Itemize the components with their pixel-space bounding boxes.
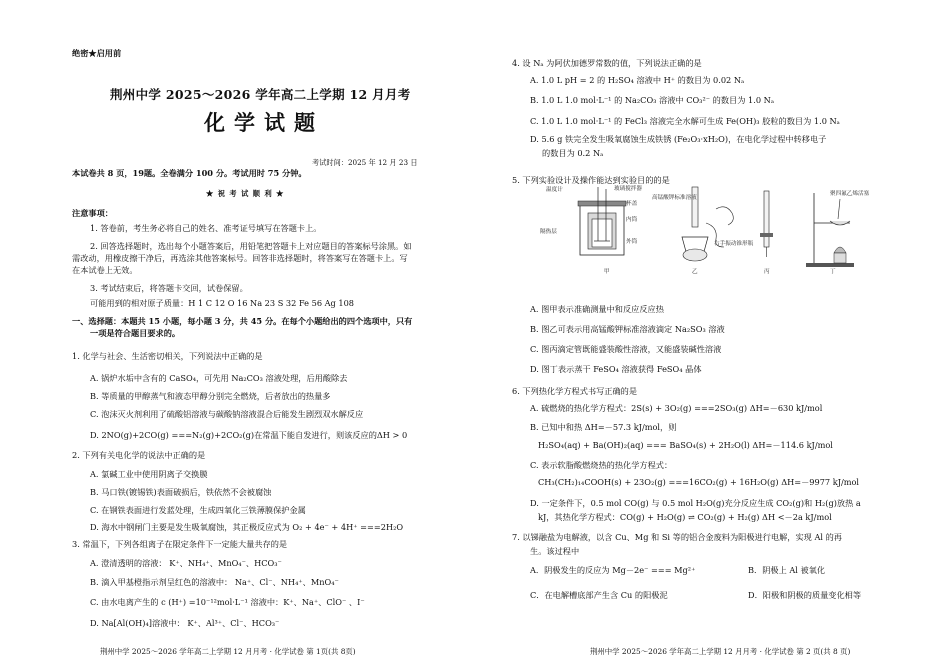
q6-option: B. 已知中和热 ΔH=－57.3 kJ/mol，则 — [530, 422, 677, 432]
note-line: 在本试卷上无效。 — [72, 265, 138, 275]
exam-time: 考试时间：2025 年 12 月 23 日 — [312, 158, 418, 167]
q1-option: A. 锅炉水垢中含有的 CaSO₄，可先用 Na₂CO₃ 溶液处理，后用酸除去 — [90, 373, 348, 383]
q6-option: H₂SO₄(aq) + Ba(OH)₂(aq) === BaSO₄(s) + 2H₂O(l) ΔH=－114.6 kJ/mol — [538, 440, 833, 450]
q4-option: A. 1.0 L pH = 2 的 H₂SO₄ 溶液中 H⁺ 的数目为 0.02 Nₐ — [530, 75, 745, 85]
q4-stem: 4. 设 Nₐ 为阿伏加德罗常数的值，下列说法正确的是 — [512, 58, 702, 68]
q6-option: C. 表示软脂酸燃烧热的热化学方程式： — [530, 460, 673, 470]
q1-option: C. 泡沫灭火剂利用了硫酸铝溶液与碳酸钠溶液混合后能发生剧烈双水解反应 — [90, 409, 364, 419]
q1-option: D. 2NO(g)+2CO(g) ===N₂(g)+2CO₂(g)在常温下能自发进行，则该反应的ΔH > 0 — [90, 430, 408, 440]
q5-option: A. 图甲表示准确测量中和反应反应热 — [530, 304, 664, 314]
secret-label: 绝密★启用前 — [72, 48, 122, 58]
evaporation-diagram — [806, 189, 870, 267]
q3-option: D. Na[Al(OH)₄]溶液中： K⁺、Al³⁺、Cl⁻、HCO₃⁻ — [90, 618, 280, 628]
label-inner: 内筒 — [626, 217, 638, 223]
q3-option: A. 澄清透明的溶液： K⁺、NH₄⁺、MnO₄⁻、HCO₃⁻ — [90, 558, 282, 568]
q7-stem: 7. 以锑融盐为电解液，以含 Cu、Mg 和 Si 等的铝合金废料为阳极进行电解，实现 Al 的再 — [512, 532, 842, 542]
exam-title: 荆州中学 2025～2026 学年高二上学期 12 月月考 — [110, 87, 411, 102]
q6-option: kJ，其热化学方程式：CO(g) + H₂O(g) ⇌ CO₂(g) + H₂(g) ΔH <－2a kJ/mol — [538, 512, 832, 522]
q6-option: A. 硫燃烧的热化学方程式：2S(s) + 3O₂(g) ===2SO₃(g) ΔH=－630 kJ/mol — [530, 403, 823, 413]
q3-stem: 3. 常温下，下列各组离子在限定条件下一定能大量共存的是 — [72, 539, 288, 549]
exam-info: 本试卷共 8 页，19题。全卷满分 100 分。考试用时 75 分钟。 — [72, 168, 307, 178]
q7-option: C．在电解槽底部产生含 Cu 的阳极泥 — [530, 590, 668, 600]
caption-yi: 乙 — [692, 269, 698, 275]
section-title: 一项是符合题目要求的。 — [90, 328, 181, 338]
q1-stem: 1. 化学与社会、生活密切相关，下列说法中正确的是 — [72, 351, 263, 361]
notes-title: 注意事项： — [72, 208, 113, 218]
titration-diagram — [652, 187, 754, 261]
caption-ding: 丁 — [830, 269, 836, 275]
q6-option: D. 一定条件下，0.5 mol CO(g) 与 0.5 mol H₂O(g)充分反应生成 CO₂(g)和 H₂(g)放热 a — [530, 498, 861, 508]
caption-jia: 甲 — [604, 269, 610, 275]
atomic-masses: 可能用到的相对原子质量：H 1 C 12 O 16 Na 23 S 32 Fe 56 Ag 108 — [90, 298, 355, 308]
note-line: 需改动，用橡皮擦干净后，再选涂其他答案标号。回答非选择题时，将答案写在答题卡上。写 — [72, 253, 408, 263]
q7-stem-cont: 生。该过程中 — [530, 546, 580, 556]
good-luck: ★ 祝 考 试 顺 利 ★ — [206, 189, 285, 198]
q3-option: B. 滴入甲基橙指示剂呈红色的溶液中： Na⁺、Cl⁻、NH₄⁺、MnO₄⁻ — [90, 577, 339, 587]
page-footer-1: 荆州中学 2025～2026 学年高二上学期 12 月月考 · 化学试卷 第 1页(共 8页) — [100, 647, 356, 656]
q5-option: D. 图丁表示蒸干 FeSO₄ 溶液获得 FeSO₄ 晶体 — [530, 364, 702, 374]
label-stirrer: 玻璃搅拌器 — [614, 186, 642, 192]
calorimeter-diagram — [540, 184, 642, 255]
note-line: 2. 回答选择题时，选出每个小题答案后，用铅笔把答题卡上对应题目的答案标号涂黑。如 — [90, 241, 412, 251]
note-line: 1. 答卷前，考生务必将自己的姓名、准考证号填写在答题卡上。 — [90, 223, 322, 233]
label-outer: 外筒 — [626, 239, 638, 245]
subject-title: 化学试题 — [204, 110, 324, 135]
q4-option: D. 5.6 g 铁完全发生吸氧腐蚀生成铁锈 (Fe₂O₃·xH₂O)，在电化学过程中转移电子 — [530, 134, 827, 144]
label-thermometer: 温度计 — [546, 187, 563, 193]
caption-bing: 丙 — [764, 269, 770, 275]
q1-option: B. 等质量的甲醇蒸气和液态甲醇分别完全燃烧，后者放出的热量多 — [90, 391, 331, 401]
note-line: 3. 考试结束后，将答题卡交回，试卷保留。 — [90, 283, 248, 293]
label-shake: 右手振动锥形瓶 — [714, 241, 754, 247]
section-title: 一、选择题：本题共 15 小题，每小题 3 分，共 45 分。在每个小题给出的四个选项中，只有 — [72, 316, 413, 326]
experiment-figure — [534, 183, 870, 275]
q6-stem: 6. 下列热化学方程式书写正确的是 — [512, 386, 638, 396]
q5-stem: 5. 下列实验设计及操作能达到实验目的的是 — [512, 175, 670, 185]
q2-option: C. 在钢铁表面进行发蓝处理，生成四氧化三铁薄膜保护金属 — [90, 505, 306, 515]
q3-option: C. 由水电离产生的 c (H⁺) =10⁻¹²mol·L⁻¹ 溶液中：K⁺、Na⁺、ClO⁻ 、I⁻ — [90, 597, 365, 607]
q7-option: B．阴极上 Al 被氧化 — [748, 565, 826, 575]
label-lid: 杯盖 — [626, 201, 638, 207]
q2-stem: 2. 下列有关电化学的说法中正确的是 — [72, 450, 206, 460]
q7-option: D．阳极和阴极的质量变化相等 — [748, 590, 862, 600]
label-kmno4: 高锰酸钾标准溶液 — [652, 195, 697, 201]
q2-option: A. 氯碱工业中使用阴离子交换膜 — [90, 469, 208, 479]
page-footer-2: 荆州中学 2025～2026 学年高二上学期 12 月月考 · 化学试卷 第 2 页(共 8 页) — [590, 647, 851, 656]
q5-option: B. 图乙可表示用高锰酸钾标准溶液滴定 Na₂SO₃ 溶液 — [530, 324, 725, 334]
q2-option: D. 海水中钢闸门主要是发生吸氧腐蚀，其正极反应式为 O₂ + 4e⁻ + 4H⁺ ===2H₂O — [90, 522, 404, 532]
q7-option: A．阴极发生的反应为 Mg－2e⁻ === Mg²⁺ — [530, 565, 696, 575]
q4-option: B. 1.0 L 1.0 mol·L⁻¹ 的 Na₂CO₃ 溶液中 CO₃²⁻ 的数目为 1.0 Nₐ — [530, 95, 774, 105]
q4-option: 的数目为 0.2 Nₐ — [542, 148, 604, 158]
q6-option: CH₃(CH₂)₁₄COOH(s) + 23O₂(g) ===16CO₂(g) + 16H₂O(g) ΔH=－9977 kJ/mol — [538, 477, 860, 487]
q2-option: B. 马口铁(镀锡铁)表面破损后，铁依然不会被腐蚀 — [90, 487, 272, 497]
q5-option: C. 图丙滴定管既能盛装酸性溶液，又能盛装碱性溶液 — [530, 344, 722, 354]
label-insulation: 隔热层 — [540, 229, 557, 235]
label-ptfe: 聚四氟乙烯活塞 — [830, 191, 870, 197]
q4-option: C. 1.0 L 1.0 mol·L⁻¹ 的 FeCl₃ 溶液完全水解可生成 Fe(OH)₃ 胶粒的数目为 1.0 Nₐ — [530, 116, 840, 126]
burette-diagram — [760, 191, 773, 257]
